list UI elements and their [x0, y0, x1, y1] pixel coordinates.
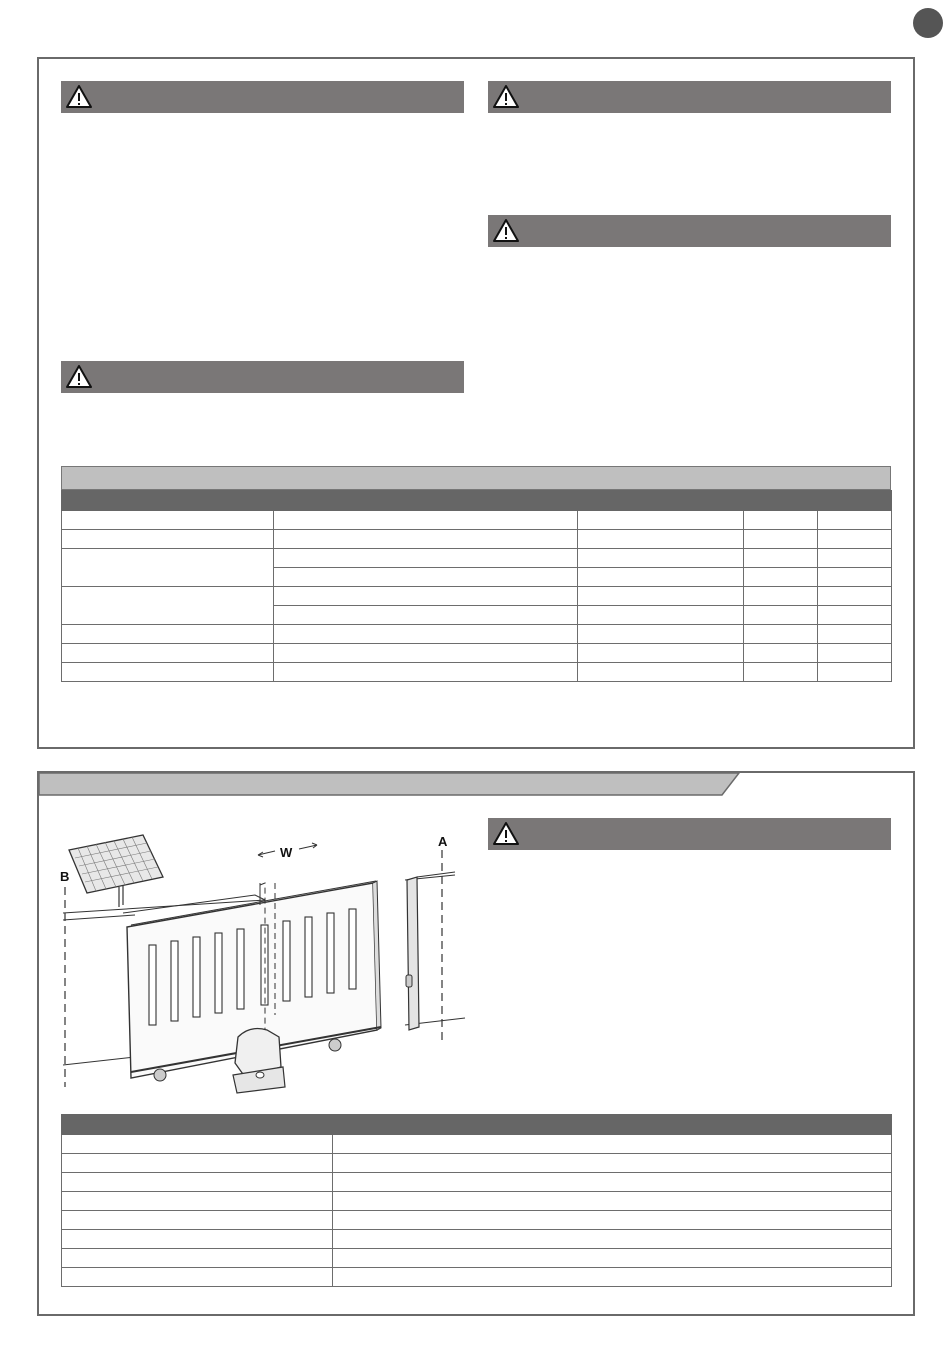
- table-row: [62, 1268, 892, 1287]
- warning-triangle-icon: [65, 84, 93, 109]
- table2: [61, 1114, 892, 1287]
- gate-installation-diagram: [55, 825, 475, 1095]
- table-row: [62, 511, 892, 530]
- table-row: [62, 1135, 892, 1154]
- table-row: [62, 1192, 892, 1211]
- warning-triangle-icon: [492, 218, 520, 243]
- warning-bar-5: [488, 818, 891, 850]
- warning-triangle-icon: [492, 821, 520, 846]
- table-row: [62, 1230, 892, 1249]
- table1-header-row: [62, 491, 892, 511]
- warning-bar-2: [488, 81, 891, 113]
- page-marker: [913, 8, 943, 38]
- table-row: [62, 1154, 892, 1173]
- warning-bar-1: [61, 81, 464, 113]
- table1-title-bar: [61, 466, 891, 490]
- warning-triangle-icon: [492, 84, 520, 109]
- table-row: [62, 625, 892, 644]
- warning-bar-3: [488, 215, 891, 247]
- section-tab-header: [39, 773, 741, 796]
- table-row: [62, 663, 892, 682]
- table-row: [62, 644, 892, 663]
- solar-panel-icon: [69, 835, 163, 907]
- table-row: [62, 549, 892, 568]
- table1: [61, 490, 892, 682]
- table2-header-row: [62, 1115, 892, 1135]
- table-row: [62, 530, 892, 549]
- diagram-label-b: B: [60, 869, 70, 884]
- diagram-label-w: W: [280, 845, 293, 860]
- table-row: [62, 1211, 892, 1230]
- table-row: [62, 1173, 892, 1192]
- diagram-label-a: A: [438, 834, 448, 849]
- table-row: [62, 1249, 892, 1268]
- warning-triangle-icon: [65, 364, 93, 389]
- motor-unit-icon: [233, 1029, 285, 1093]
- warning-bar-4: [61, 361, 464, 393]
- table-row: [62, 587, 892, 606]
